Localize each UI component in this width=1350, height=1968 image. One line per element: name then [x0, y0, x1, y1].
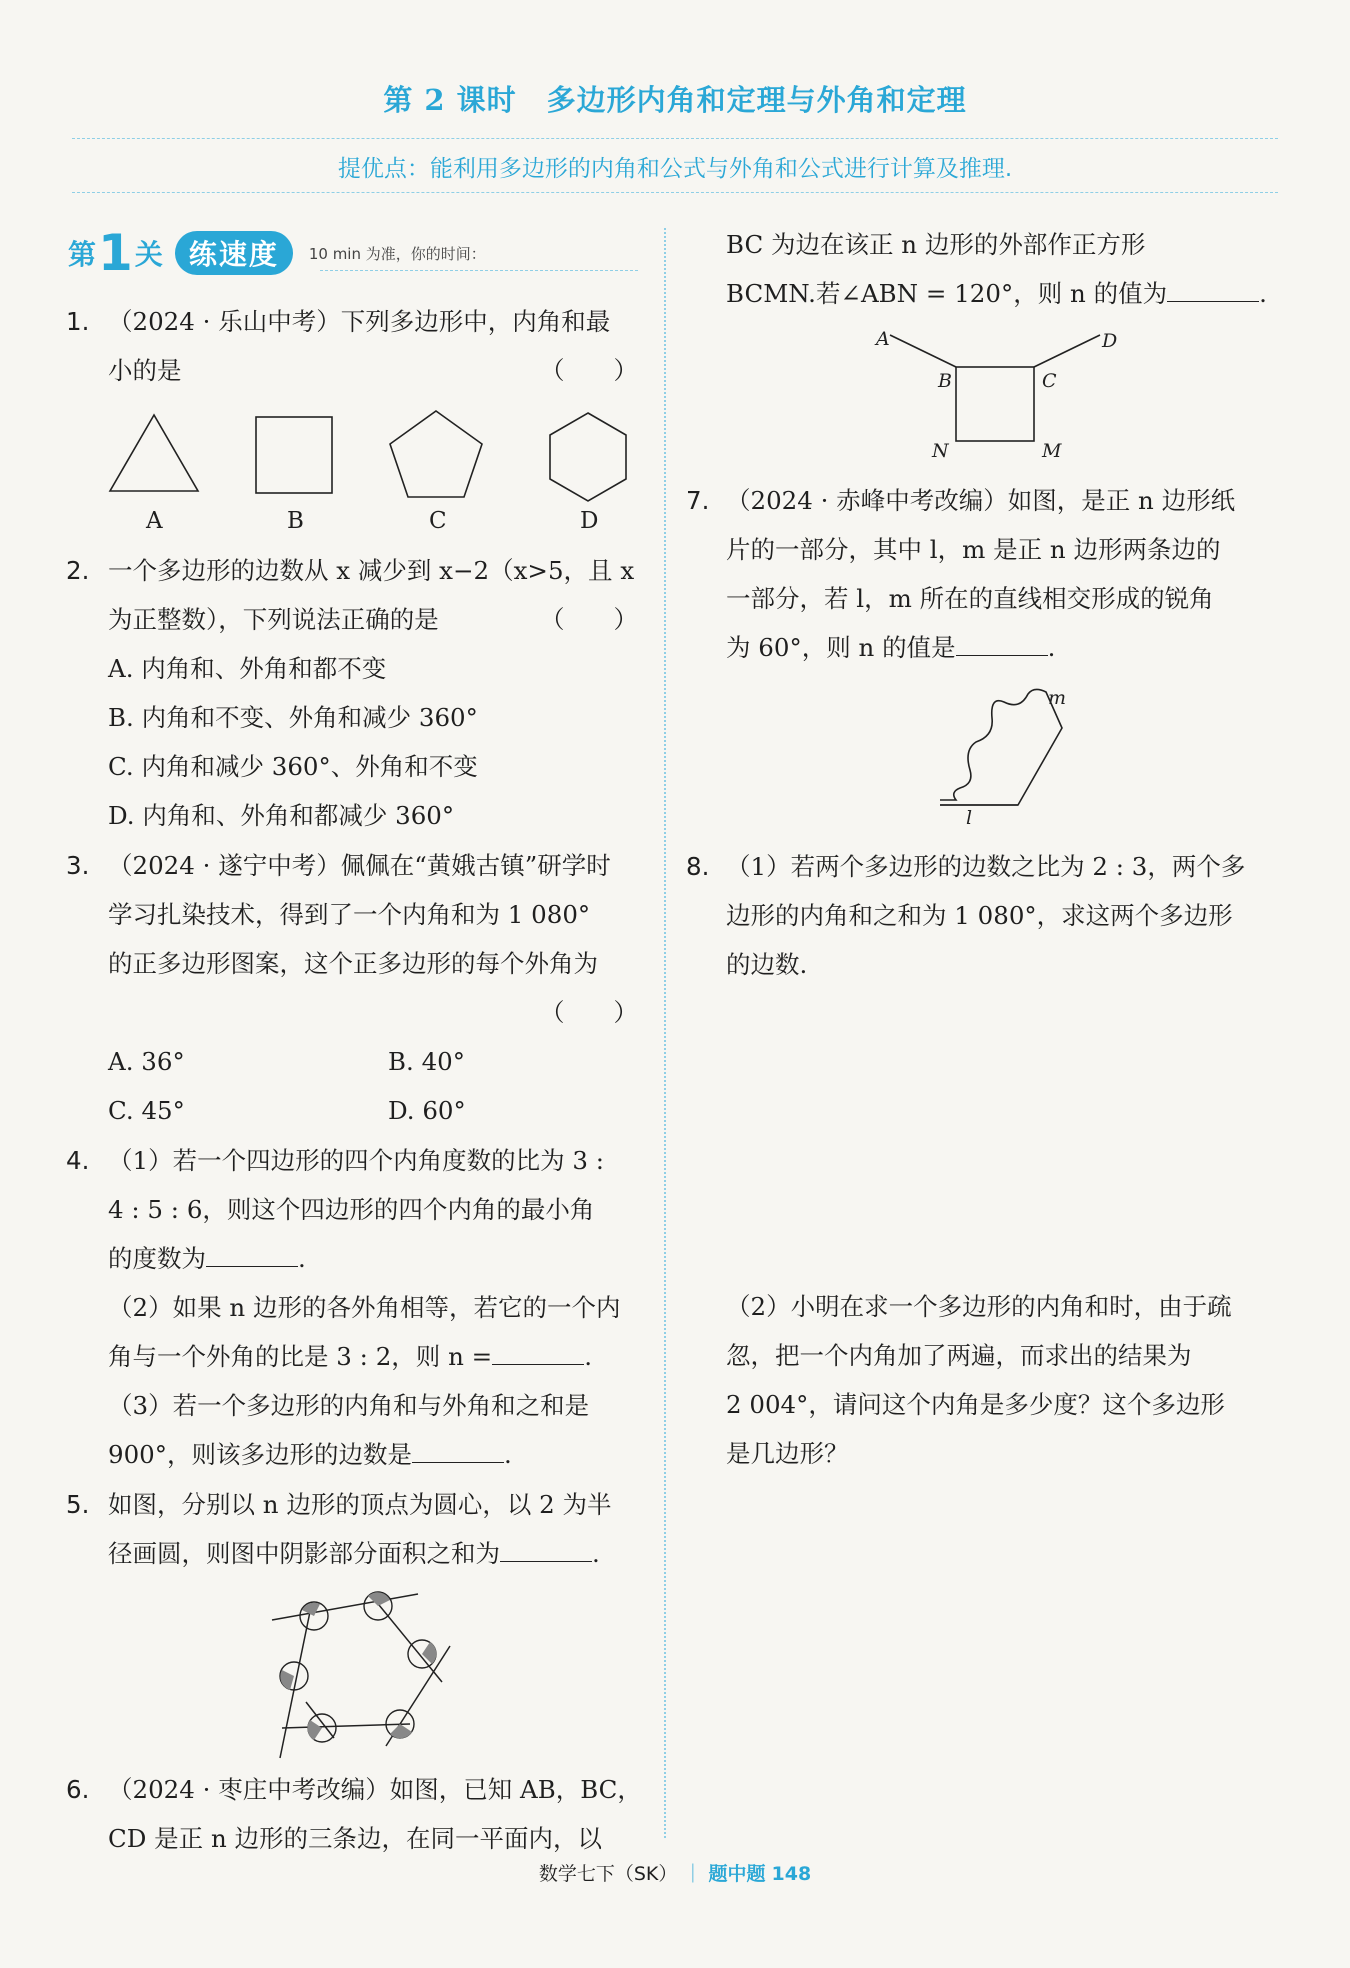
q5-number: 5. [66, 1490, 90, 1519]
q8-line-6: 2 004°，请问这个内角是多少度？这个多边形 [726, 1390, 1225, 1419]
q4-line-7: 900°，则该多边形的边数是 . [108, 1440, 512, 1469]
q6-line-2: CD 是正 n 边形的三条边，在同一平面内，以 [108, 1824, 603, 1853]
q4-line-2: 4 : 5 : 6，则这个四边形的四个内角的最小角 [108, 1195, 595, 1224]
label-a: A [876, 328, 890, 350]
triangle-shape [110, 415, 198, 491]
section-suffix: 关 [134, 238, 163, 271]
footer-series: 题中题 [708, 1863, 766, 1885]
q1-option-a: A [146, 508, 163, 534]
q3-option-b: B. 40° [388, 1047, 466, 1076]
q7-paper-figure [930, 680, 1100, 830]
section-prefix: 第 [68, 238, 97, 271]
q8-line-1: （1）若两个多边形的边数之比为 2 : 3，两个多 [726, 852, 1246, 881]
q3-number: 3. [66, 851, 90, 880]
q6-number: 6. [66, 1775, 90, 1804]
q1-option-d: D [580, 508, 599, 534]
label-m: M [1042, 440, 1062, 462]
q3-option-c: C. 45° [108, 1096, 185, 1125]
answer-blank[interactable] [206, 1244, 298, 1267]
q4-line-6: （3）若一个多边形的内角和与外角和之和是 [108, 1391, 590, 1420]
section-name: 练速度 [175, 231, 293, 275]
page-footer [0, 1859, 1350, 1886]
q6-line-4: BCMN.若∠ABN = 120°，则 n 的值为 . [726, 279, 1267, 308]
q4-line-4: （2）如果 n 边形的各外角相等，若它的一个内 [108, 1293, 621, 1322]
column-divider [664, 228, 666, 1838]
divider [72, 192, 1278, 193]
q7-line-4-text: 为 60°，则 n 的值是 [726, 633, 956, 662]
q8-line-2: 边形的内角和之和为 1 080°，求这两个多边形 [726, 901, 1233, 930]
q4-line-3-text: 的度数为 [108, 1244, 206, 1273]
q1-option-b: B [287, 508, 304, 534]
label-n: N [932, 440, 949, 462]
label-c: C [1042, 370, 1057, 392]
q6-line-3: BC 为边在该正 n 边形的外部作正方形 [726, 230, 1146, 259]
q4-line-3: 的度数为 . [108, 1244, 306, 1273]
answer-blank[interactable] [412, 1440, 504, 1463]
q1-option-c: C [429, 508, 447, 534]
q5-line-2: 径画圆，则图中阴影部分面积之和为 . [108, 1539, 600, 1568]
q2-number: 2. [66, 556, 90, 585]
q5-line-1: 如图，分别以 n 边形的顶点为圆心，以 2 为半 [108, 1490, 612, 1519]
q8-part2-answer-area[interactable] [726, 1485, 1276, 1825]
q6-line-4-text: BCMN.若∠ABN = 120°，则 n 的值为 [726, 279, 1168, 308]
q4-line-7-text: 900°，则该多边形的边数是 [108, 1440, 413, 1469]
hexagon-shape [550, 413, 626, 501]
q7-number: 7. [686, 486, 710, 515]
q3-line-2: 学习扎染技术，得到了一个内角和为 1 080° [108, 900, 591, 929]
label-m: m [1048, 687, 1067, 709]
footer-book: 数学七下（SK） [538, 1863, 678, 1885]
q5-line-2-text: 径画圆，则图中阴影部分面积之和为 [108, 1539, 500, 1568]
time-answer-line [320, 270, 638, 271]
pentagon-shape [390, 411, 482, 497]
q6-square-figure [870, 325, 1130, 465]
q1-line-2: 小的是 [108, 356, 182, 385]
q6-line-1: （2024 · 枣庄中考改编）如图，已知 AB，BC， [108, 1775, 642, 1804]
q7-line-1: （2024 · 赤峰中考改编）如图，是正 n 边形纸 [726, 486, 1236, 515]
square-shape [256, 417, 332, 493]
focus-note: 提优点：能利用多边形的内角和公式与外角和公式进行计算及推理. [337, 156, 1013, 182]
q8-line-4: （2）小明在求一个多边形的内角和时，由于疏 [726, 1292, 1232, 1321]
label-b: B [938, 370, 952, 392]
q8-part1-answer-area[interactable] [726, 995, 1276, 1285]
answer-blank[interactable] [1167, 279, 1259, 302]
answer-blank[interactable] [500, 1539, 592, 1562]
q3-line-1: （2024 · 遂宁中考）佩佩在“黄娥古镇”研学时 [108, 851, 611, 880]
q8-line-3: 的边数. [726, 950, 808, 979]
footer-page-number: 148 [771, 1863, 812, 1885]
q1-shapes-figure [100, 405, 660, 505]
footer-separator: ｜ [683, 1863, 703, 1885]
q8-line-7: 是几边形？ [726, 1439, 849, 1468]
q5-circles-figure [260, 1590, 460, 1740]
q2-option-c: C. 内角和减少 360°、外角和不变 [108, 752, 478, 781]
answer-blank[interactable] [956, 633, 1048, 656]
label-d: D [1102, 330, 1118, 352]
q4-line-5: 角与一个外角的比是 3 : 2，则 n = . [108, 1342, 592, 1371]
q7-line-3: 一部分，若 l，m 所在的直线相交形成的锐角 [726, 584, 1214, 613]
q4-line-5-text: 角与一个外角的比是 3 : 2，则 n = [108, 1342, 493, 1371]
q1-bracket: （ ） [540, 356, 638, 385]
q2-line-2: 为正整数），下列说法正确的是 [108, 605, 439, 634]
q3-option-a: A. 36° [108, 1047, 185, 1076]
q2-option-b: B. 内角和不变、外角和减少 360° [108, 703, 478, 732]
q3-option-d: D. 60° [388, 1096, 466, 1125]
label-l: l [966, 807, 973, 829]
q3-line-3: 的正多边形图案，这个正多边形的每个外角为 [108, 949, 598, 978]
q7-line-2: 片的一部分，其中 l，m 是正 n 边形两条边的 [726, 535, 1221, 564]
q2-option-a: A. 内角和、外角和都不变 [108, 654, 387, 683]
divider [72, 138, 1278, 139]
q2-bracket: （ ） [540, 605, 638, 634]
q7-line-4: 为 60°，则 n 的值是 . [726, 633, 1056, 662]
q2-line-1: 一个多边形的边数从 x 减少到 x−2（x>5，且 x [108, 556, 635, 585]
page-title: 第 2 课时 多边形内角和定理与外角和定理 [383, 83, 967, 117]
q1-number: 1. [66, 307, 90, 336]
q2-option-d: D. 内角和、外角和都减少 360° [108, 801, 455, 830]
q4-number: 4. [66, 1146, 90, 1175]
q1-line-1: （2024 · 乐山中考）下列多边形中，内角和最 [108, 307, 611, 336]
q8-number: 8. [686, 852, 710, 881]
q3-bracket: （ ） [540, 998, 638, 1027]
time-note: 10 min 为准，你的时间： [308, 244, 486, 263]
section-number: 1 [98, 224, 133, 282]
q4-line-1: （1）若一个四边形的四个内角度数的比为 3 : [108, 1146, 605, 1175]
q8-line-5: 忽，把一个内角加了两遍，而求出的结果为 [726, 1341, 1192, 1370]
answer-blank[interactable] [492, 1342, 584, 1365]
